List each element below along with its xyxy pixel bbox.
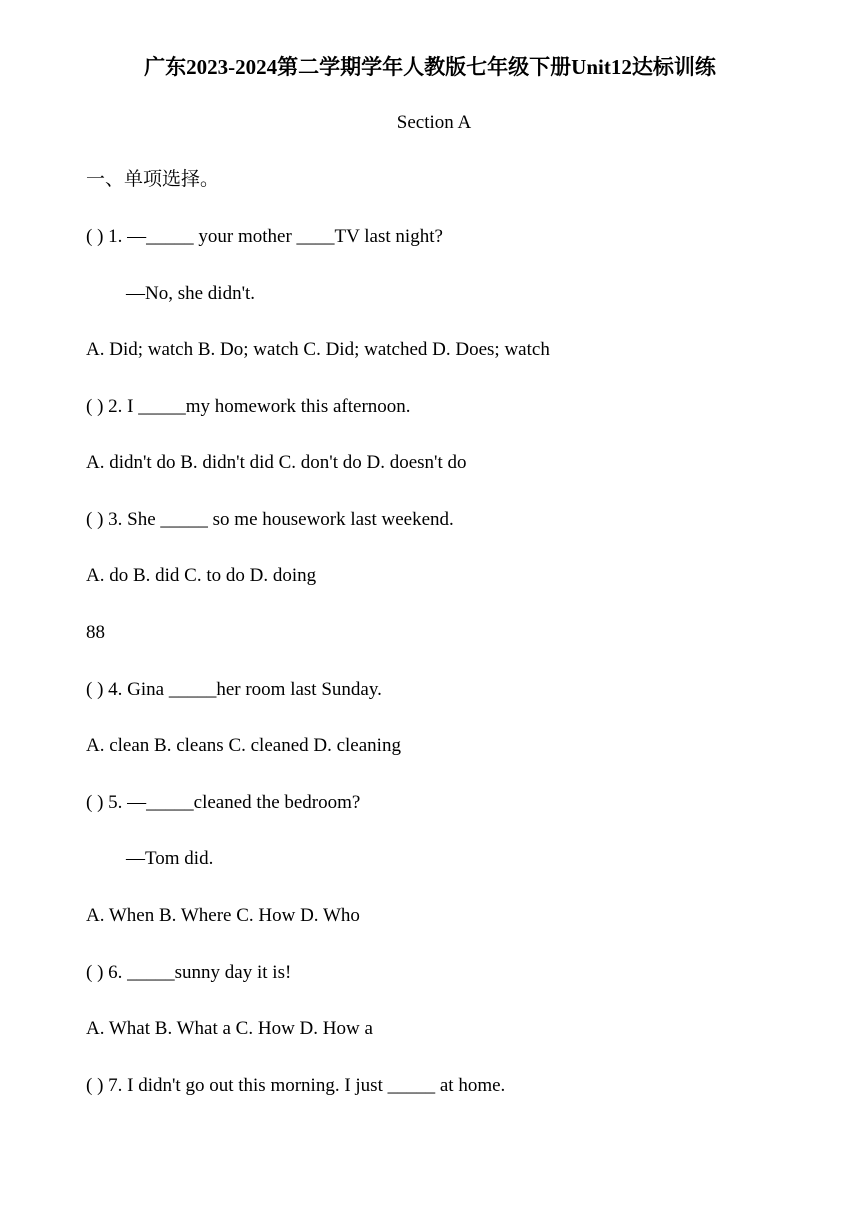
question-5-answer-line: —Tom did. [126,848,214,869]
question-1: ( ) 1. —_____ your mother ____TV last night? [86,226,443,247]
question-4: ( ) 4. Gina _____her room last Sunday. [86,679,382,700]
page-title: 广东2023-2024第二学期学年人教版七年级下册Unit12达标训练 [144,55,716,79]
stray-number: 88 [86,622,105,643]
question-4-options: A. clean B. cleans C. cleaned D. cleaning [86,735,401,756]
question-1-answer-line: —No, she didn't. [126,283,256,304]
part-heading: 一、单项选择。 [86,169,220,190]
question-3-options: A. do B. did C. to do D. doing [86,565,317,586]
question-5: ( ) 5. —_____cleaned the bedroom? [86,792,361,813]
question-6: ( ) 6. _____sunny day it is! [86,962,292,983]
question-2: ( ) 2. I _____my homework this afternoon. [86,396,411,417]
section-label: Section A [396,112,472,133]
question-5-options: A. When B. Where C. How D. Who [86,905,360,926]
question-3: ( ) 3. She _____ so me housework last weekend. [86,509,454,530]
question-1-options: A. Did; watch B. Do; watch C. Did; watched D. Does; watch [86,339,550,360]
question-7: ( ) 7. I didn't go out this morning. I just _____ at home. [86,1075,506,1096]
question-6-options: A. What B. What a C. How D. How a [86,1018,373,1039]
question-2-options: A. didn't do B. didn't did C. don't do D. doesn't do [86,452,467,473]
